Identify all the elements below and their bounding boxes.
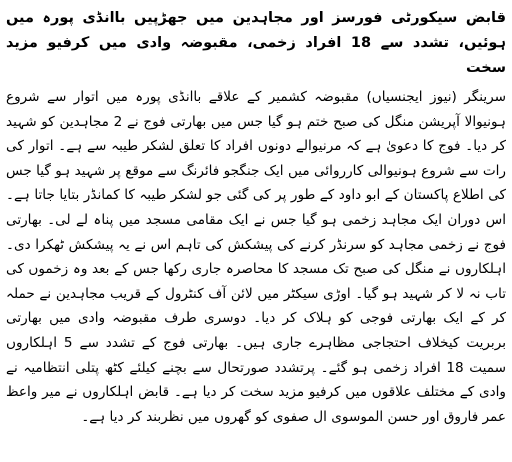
article-body: سرینگر (نیوز ایجنسیاں) مقبوضہ کشمیر کے علاقے باانڈی پورہ میں اتوار سے شروع ہونیوالا آپریشن منگل کی صبح ختم ہو گیا جس میں بھارتی فوج نے 2 مجاہدین کو شہید کر دیا۔ فوج کا دعویٰ ہے کہ مرنیوالے دونوں افراد کا تعلق لشکر طیبہ سے ہے۔ اتوار کی رات سے شروع ہونیوالی کارروائی میں ایک جنگجو فائرنگ سے موقع پر شہید ہو گیا جس کی اطلاع پاکستان کے ابو داود کے طور پر کی گئی جو لشکر طیبہ کا کمانڈر بتایا جاتا ہے۔ اس دوران ایک مجاہد زخمی ہو گیا جس نے ایک مقامی مسجد میں پناہ لے لی۔ بھارتی فوج نے زخمی مجاہد کو سرنڈر کرنے کی پیشکش کی تاہم اس نے یہ پیشکش ٹھکرا دی۔ اہلکاروں نے منگل کی صبح تک مسجد کا محاصرہ جاری رکھا جس کے بعد وہ زخموں کی تاب نہ لا کر شہید ہو گیا۔ اوڑی سیکٹر میں لائن آف کنٹرول کے قریب مجاہدین نے حملہ کر کے ایک بھارتی فوجی کو ہلاک کر دیا۔ دوسری طرف مقبوضہ وادی میں بھارتی بربریت کیخلاف احتجاجی مظاہرے جاری ہیں۔ بھارتی فوج کے تشدد سے 5 اہلکاروں سمیت 18 افراد زخمی ہو گئے۔ پرتشدد صورتحال سے بچنے کیلئے کٹھ پتلی انتظامیہ نے وادی کے مختلف علاقوں میں کرفیو مزید سخت کر دیا ہے۔ قابض اہلکاروں نے میر واعظ عمر فاروق اور حسن الموسوی ال صفوی کو گھروں میں نظربند کر دیا ہے۔ [6,89,506,425]
news-article [6,6,506,456]
article-headline: قابض سیکورٹی فورسز اور مجاہدین میں جھڑپیں باانڈی پورہ میں ہوئیں، تشدد سے 18 افراد زخمی، مقبوضہ وادی میں کرفیو مزید سخت [6,10,506,76]
